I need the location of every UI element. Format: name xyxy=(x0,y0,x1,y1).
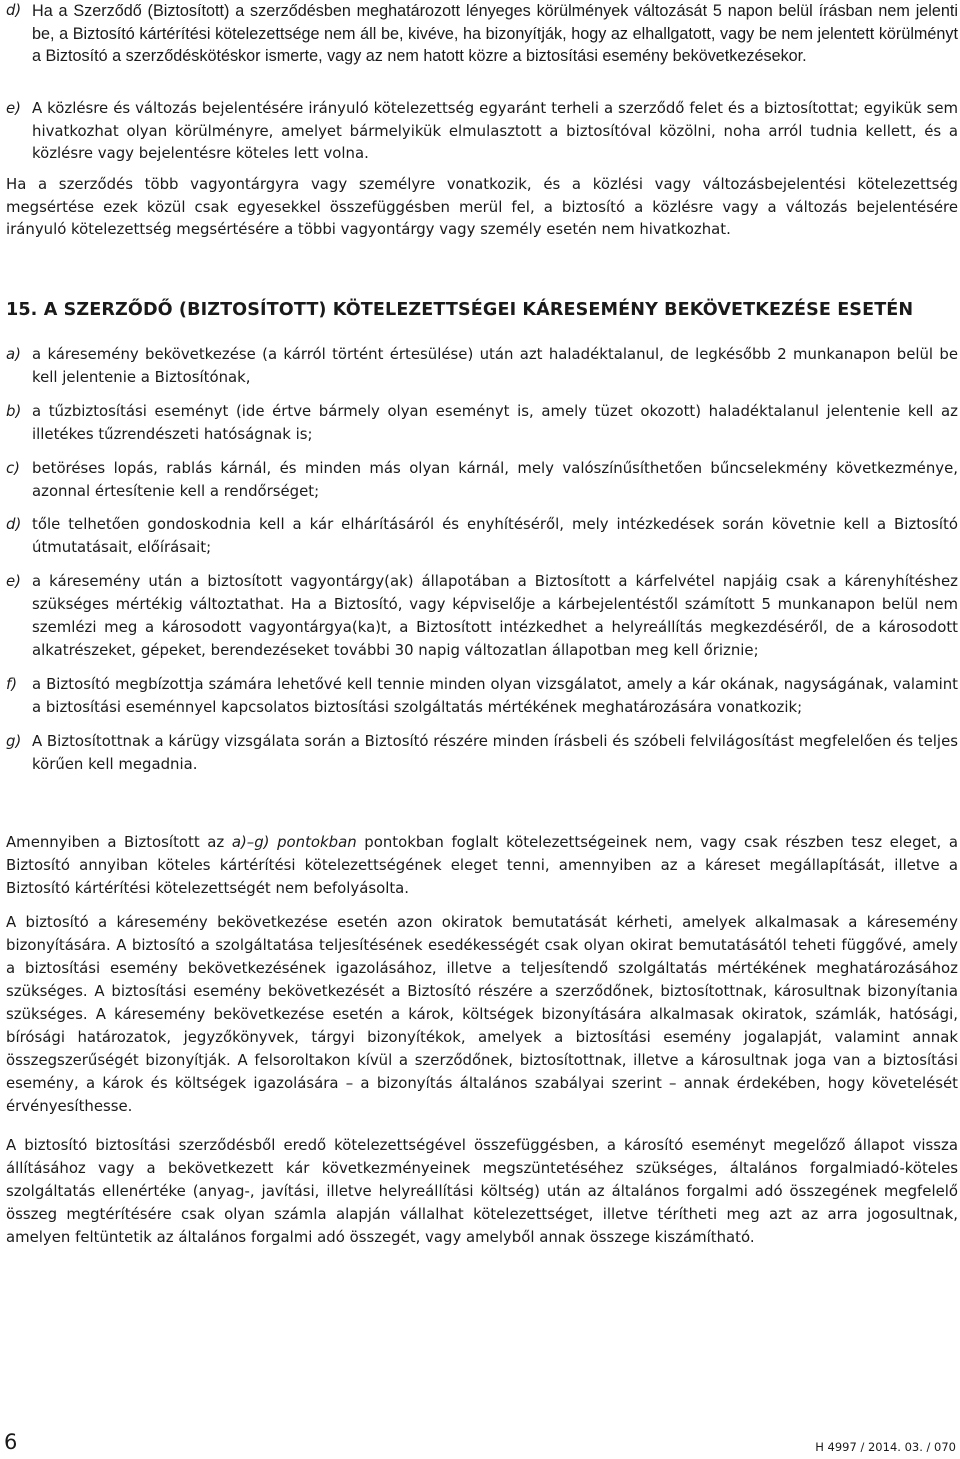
clause-text: Ha a Szerződő (Biztosított) a szerződésben meghatározott lényeges körülmények változását 5 napon belül írásban nem jelenti be, a Biztosító kártérítési kötelezettsége nem áll be, kivéve, ha bizonyítják, hogy az elhallgatott, vagy be nem jelentett körülményt a Biztosító a szerződéskötéskor ismerte, vagy az nem hatott közre a biztosítási esemény bekövetkezésekor. xyxy=(32,2,958,65)
list-text: betöréses lopás, rablás kárnál, és minden más olyan kárnál, mely valószínűsíthetően bűncselekmény következménye, azonnal értesítenie kell a rendőrséget; xyxy=(32,458,958,500)
list-marker: b) xyxy=(6,401,22,420)
clause-marker: e) xyxy=(6,99,21,117)
list-marker: e) xyxy=(6,572,21,591)
list-item xyxy=(6,513,958,559)
paragraph-vat: A biztosító biztosítási szerződésből eredő kötelezettségével összefüggésben, a károsító eseményt megelőző állapot vissza állításához vagy a bekövetkezett kár következményeinek megszüntetéséhez szükséges, általános forgalmiadó-köteles szolgáltatás ellenértéke (anyag-, javítási, illetve helyreállítási költség) után az általános forgalmi adó összegének megfelelő összeg megtérítésére csak olyan számla alapján vállalhat kötelezettséget, illetve térítheti meg azt az arra jogosultnak, amelyen feltüntetik az általános forgalmi adó összegét, vagy amelyből annak összege kiszámítható. xyxy=(6,1136,958,1246)
list-text: a káresemény bekövetkezése (a kárról történt értesülése) után azt haladéktalanul, de legkésőbb 2 munkanapon belül be kell jelentenie a Biztosítónak, xyxy=(32,345,958,386)
list-item xyxy=(6,673,958,719)
clause-continuation: Ha a szerződés több vagyontárgyra vagy személyre vonatkozik, és a közlési vagy változásbejelentési kötelezettség megsértése ezek közül csak egyesekkel összefüggésben merül fel, a biztosító a közlésre vagy a változás bejelentésére irányuló kötelezettség megsértésére a többi vagyontárgy vagy személy esetén nem hivatkozhat. xyxy=(6,175,958,238)
paragraph-text: pontokban foglalt kötelezettségeinek nem, vagy csak részben tesz eleget, a Biztosító annyiban köteles kártérítési kötelezettségének eleget tenni, amennyiben az a káreset megállapítását, illetve a Biztosító kártérítési kötelezettségét nem befolyásolta. xyxy=(6,833,958,897)
document-reference: H 4997 / 2014. 03. / 070 xyxy=(815,1440,956,1454)
list-item xyxy=(6,400,958,446)
list-marker: c) xyxy=(6,458,20,477)
list-marker: d) xyxy=(6,515,22,534)
list-text: a tűzbiztosítási eseményt (ide értve bármely olyan eseményt is, amely tüzet okozott) haladéktalanul jelentenie kell az illetékes tűzrendészeti hatóságnak is; xyxy=(32,401,958,443)
list-marker: g) xyxy=(6,731,22,750)
clause-e xyxy=(6,97,958,165)
section-heading: 15. A SZERZŐDŐ (BIZTOSÍTOTT) KÖTELEZETTSÉGEI KÁRESEMÉNY BEKÖVETKEZÉSE ESETÉN xyxy=(6,300,914,320)
list-text: a Biztosító megbízottja számára lehetővé kell tennie minden olyan vizsgálatot, amely a kár okának, nagyságának, valamint a biztosítási eseménnyel kapcsolatos biztosítási szolgáltatás mértékének meghatározására vonatkozik; xyxy=(32,674,958,716)
list-marker: f) xyxy=(6,674,18,693)
page-number: 6 xyxy=(4,1430,18,1454)
clause-d xyxy=(6,0,958,68)
paragraph-text: Amennyiben a Biztosított az xyxy=(6,833,232,851)
paragraph-evidence: A biztosító a káresemény bekövetkezése esetén azon okiratok bemutatását kérheti, amelyek alkalmasak a káresemény bizonyítására. A biztosító a szolgáltatása teljesítésének esedékességét csak olyan okirat bemutatásától teheti függővé, amely a biztosítási esemény bekövetkezésének igazolásához, illetve a teljesítendő szolgáltatás mértékének meghatározásához szükséges. A biztosítási esemény bekövetkezését a Biztosító részére a szerződőnek, biztosítottnak, károsultnak bizonyítania szükséges. A káresemény bekövetkezése esetén a károk, költségek bizonyítására alkalmasak okiratok, számlák, hatósági, bírósági határozatok, jegyzőkönyvek, tárgyi bizonyítékok, amelyek a biztosítási esemény jogalapját, valamint annak összegszerűségét bizonyítják. A felsoroltakon kívül a szerződőnek, biztosítottnak, illetve a károsultnak joga van a biztosítási esemény, a károk és költségek igazolására – a bizonyítás általános szabályai szerint – annak érdekében, hogy követelését érvényesíthesse. xyxy=(6,913,958,1115)
paragraph-obligations-consequence xyxy=(6,831,958,900)
obligation-list xyxy=(6,343,958,787)
list-text: tőle telhetően gondoskodnia kell a kár elhárításáról és enyhítéséről, mely intézkedések során követnie kell a Biztosító útmutatásait, előírásait; xyxy=(32,515,958,557)
list-text: a káresemény után a biztosított vagyontárgy(ak) állapotában a Biztosított a kárfelvétel napjáig csak a kárenyhítéshez szükséges mértékig változtathat. Ha a Biztosító, vagy képviselője a kárbejelentéstől számított 5 munkanapon belül nem szemlézi meg a károsodott vagyontárgya(ka)t, a Biztosított intézkedhet a helyreállítás megkezdéséről, de a károsodott alkatrészeket, gépeket, berendezéseket további 30 napig változatlan állapotban meg kell őriznie; xyxy=(32,572,958,660)
list-text: A Biztosítottnak a kárügy vizsgálata során a Biztosító részére minden írásbeli és szóbeli felvilágosítást megfelelően és teljes körűen kell megadnia. xyxy=(32,731,958,773)
list-item xyxy=(6,343,958,389)
clause-text: A közlésre és változás bejelentésére irányuló kötelezettség egyaránt terheli a szerződő felet és a biztosítottat; egyikük sem hivatkozhat olyan körülményre, amelyet bármelyikük elmulasztott a biztosítóval közölni, noha arról tudnia kellett, és a közlésre vagy bejelentésre köteles lett volna. xyxy=(32,99,958,162)
page-footer xyxy=(0,1430,960,1459)
list-item xyxy=(6,570,958,662)
list-marker: a) xyxy=(6,345,21,363)
list-item xyxy=(6,730,958,776)
paragraph-emphasis: a)–g) pontokban xyxy=(231,833,357,851)
clause-marker: d) xyxy=(6,2,22,19)
list-item xyxy=(6,457,958,503)
